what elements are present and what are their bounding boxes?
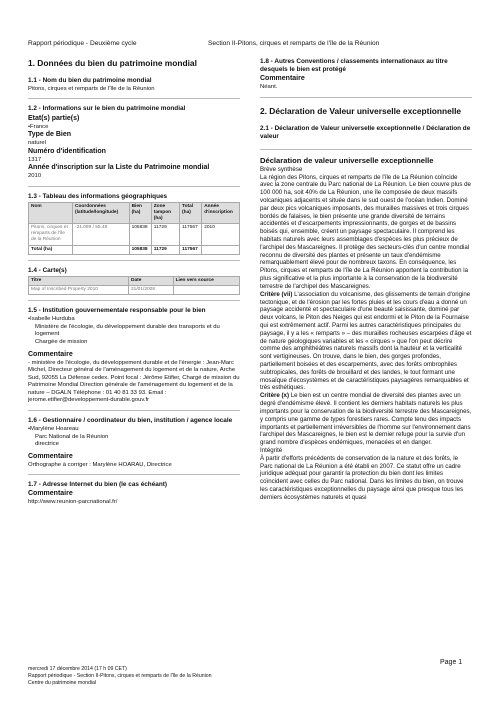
geo-header: Bien (ha) <box>129 202 151 223</box>
geo-cell <box>202 245 240 254</box>
page-number: Page 1 <box>440 659 463 666</box>
heading-1-3: 1.3 - Tableau des informations géographiques <box>28 192 168 200</box>
geo-cell: 11729 <box>151 245 179 254</box>
integrity-label: Intégrité <box>260 446 283 454</box>
label-numero: Numéro d'identification <box>28 147 106 155</box>
web-comment-label: Commentaire <box>28 490 73 498</box>
divider <box>28 98 240 99</box>
heading-1-1: 1.1 - Nom du bien du patrimoine mondial <box>28 76 152 84</box>
geo-cell: Pitons, cirques et remparts de l'île de la Réunion <box>29 224 73 245</box>
right-column <box>260 58 472 502</box>
maps-cell: Map of Inscribed Property 2010 <box>29 286 129 295</box>
heading-1-5: 1.5 - Institution gouvernementale responsable pour le bien <box>28 307 206 315</box>
geo-cell: 105838 <box>129 245 151 254</box>
geo-header: Nom <box>29 202 73 223</box>
gest-comment: Orthographe à corriger : Marylène HOARAU, Directrice <box>28 461 172 468</box>
heading-1-7: 1.7 - Adresse Internet du bien (le cas échéant) <box>28 481 167 489</box>
inst-org: Ministère de l'écologie, du développement durable des transports et du logement <box>35 323 220 338</box>
maps-header: Date <box>129 276 174 285</box>
gest-comment-label: Commentaire <box>28 452 73 460</box>
heading-1-4: 1.4 - Carte(s) <box>28 266 67 274</box>
page-header <box>28 40 476 48</box>
conv-comment-label: Commentaire <box>260 75 305 83</box>
criterion-x <box>260 392 472 447</box>
criterion-vii-text: L'association du volcanisme, des glissements de terrain d'origine tectonique, et de l'érosion par les fortes pluies et les cours d'eau a donné un paysage accidenté et spectaculaire d'une beauté saisissante, dominé par deux volcans, le Piton des Neiges qui est endormi et le Piton de la Fournaise qui est extrêmement actif. Parmi les autres caractéristiques principales du paysage, il y a les « remparts » – des murailles rocheuses escarpées d'âge et de nature géologiques variables et les « cirques » que l'on peut décrire comme des amphithéâtres naturels massifs dont la hauteur et la verticalité sont vertigineuses. On trouve, dans le bien, des gorges profondes, partiellement boisées et des escarpements, avec des forêts ombrophiles subtropicales, des forêts de brouillard et des landes, le tout formant une mosaïque d'écosystèmes et de caractéristiques paysagères remarquables et très esthétiques. <box>260 290 472 392</box>
page-footer <box>28 666 476 687</box>
inst-comment: - ministère de l'écologie, du développement durable et de l'énergie : Jean-Marc Michel, Directeur général de l'aménagement du logement et de la nature, Arche Sud, 92055 La Défense cedex. Point focal : Jérôme Etifier, Chargé de mission du Patrimoine Mondial Direction générale de l'aménagement du logement et de la nature – DGALN Téléphone : 01 40 81 33 93. Email : jerome.etifier@developpement-durable.gouv.fr <box>28 359 240 404</box>
geo-cell: 117567 <box>180 224 202 245</box>
geo-header: Total (ha) <box>180 202 202 223</box>
geo-table <box>28 202 240 255</box>
footer-date: mercredi 17 décembre 2014 (17 h 09 CET) <box>28 666 127 672</box>
divider <box>28 300 240 301</box>
criterion-x-label: Critère (x) <box>260 392 290 400</box>
divider <box>28 260 240 261</box>
inst-comment-label: Commentaire <box>28 350 73 358</box>
heading-1-6: 1.6 - Gestionnaire / coordinateur du bien, institution / agence locale <box>28 416 233 424</box>
header-report-title: Rapport périodique - Deuxième cycle <box>28 40 137 47</box>
geo-header: Année d'inscription <box>202 202 240 223</box>
section-1-title: 1. Données du bien du patrimoine mondial <box>28 58 197 68</box>
heading-1-8: 1.8 - Autres Conventions / classements internationaux au titre desquels le bien est protégé <box>260 58 448 74</box>
property-name: Pitons, cirques et remparts de l'île de la Réunion <box>28 85 155 92</box>
label-etat: Etat(s) partie(s) <box>28 114 80 122</box>
maps-header: Lien vers source <box>173 276 239 285</box>
maps-cell: 31/01/2008 <box>129 286 174 295</box>
geo-header: Coordonnées (latitude/longitude) <box>73 202 130 223</box>
geo-cell: -21.099 / 55.48 <box>73 224 130 245</box>
footer-report: Rapport périodique - Section II-Pitons, cirques et remparts de l'île de la Réunion <box>28 673 212 680</box>
geo-cell: 105838 <box>129 224 151 245</box>
criterion-vii-label: Critère (vii) <box>260 290 293 298</box>
label-annee: Année d'inscription sur la Liste du Patrimoine mondial <box>28 164 210 172</box>
inst-name: •Isabelle Hurduba <box>28 316 75 323</box>
synthesis-subheading: Brève synthèse <box>260 165 303 173</box>
table-row <box>29 286 240 295</box>
criterion-vii <box>260 291 472 393</box>
synthesis-text: La région des Pitons, cirques et remparts de l'île de La Réunion coïncide avec la zone centrale du Parc national de La Réunion. Le bien couvre plus de 100 000 ha, soit 40% de La Réunion, une île composée de deux massifs volcaniques adjacents et située dans le sud ouest de l'océan Indien. Dominé par deux pics volcaniques imposants, des murailles massives et trois cirques bordés de falaises, le bien présente une grande diversité de terrains accidentés et d'escarpements impressionnants, de gorges et de bassins boisés qui, ensemble, créent un paysage spectaculaire. Il comprend les habitats naturels avec leurs assemblages d'espèces les plus précieux de l'archipel des Mascareignes. Il protège des secteurs-clés d'un centre mondial reconnu de diversité des plantes et présente un taux d'endémisme remarquablement élevé pour de nombreux taxons. En conséquence, les Pitons, cirques et remparts de l'île de La Réunion apportent la contribution la plus significative et la plus importante à la conservation de la biodiversité terrestre de l'archipel des Mascareignes. <box>260 173 471 290</box>
criterion-x-text: Le bien est un centre mondial de diversité des plantes avec un degré d'endémisme élevé. Il contient les derniers habitats naturels les plus importants pour la conservation de la biodiversité terrestre des Mascareignes, y compris une gamme de types forestiers rares. Compte tenu des impacts importants et partiellement irréversibles de l'homme sur l'environnement dans l'archipel des Mascareignes, le bien est le dernier refuge pour la survie d'un grand nombre d'espèces endémiques, menacées et en danger. <box>260 392 472 447</box>
divider <box>28 474 240 475</box>
gest-org: Parc National de la Réunion <box>35 433 109 440</box>
geo-cell: 117567 <box>180 245 202 254</box>
divider <box>260 149 472 150</box>
heading-2-1: 2.1 - Déclaration de Valeur universelle exceptionnelle / Déclaration de valeur <box>260 124 471 140</box>
geo-cell <box>73 245 130 254</box>
left-column <box>28 58 240 507</box>
value-etat: •France <box>28 123 49 130</box>
heading-1-2: 1.2 - Informations sur le bien du patrimoine mondial <box>28 105 186 113</box>
maps-cell <box>173 286 239 295</box>
footer-centre: Centre du patrimoine mondial <box>28 680 97 687</box>
maps-header: Titre <box>29 276 129 285</box>
geo-cell: 11729 <box>151 224 179 245</box>
geo-header: Zone tampon (ha) <box>151 202 179 223</box>
gest-name: •Marylène Hoareau <box>28 425 79 432</box>
value-type: naturel <box>28 140 47 147</box>
value-annee: 2010 <box>28 173 42 180</box>
value-numero: 1317 <box>28 156 42 163</box>
divider <box>260 97 472 98</box>
section-2-title: 2. Déclaration de Valeur universelle exceptionnelle <box>260 105 462 116</box>
geo-cell: Total (ha) <box>29 245 73 254</box>
integrity-text: À partir d'efforts précédents de conservation de la nature et des forêts, le Parc national de La Réunion a été établi en 2007. Ce statut offre un cadre juridique adéquat pour garantir la protection du bien dont les limites coïncident avec celles du Parc national. Dans les limites du bien, on trouve les caractéristiques exceptionnelles du paysage ainsi que presque tous les derniers écosystèmes naturels et quasi <box>260 454 464 501</box>
gest-role: directrice <box>35 441 59 448</box>
header-section-title: Section II-Pitons, cirques et remparts de l'île de la Réunion <box>208 40 380 47</box>
conv-value: Néant. <box>260 84 278 91</box>
table-row-total <box>29 245 240 254</box>
geo-cell: 2010 <box>202 224 240 245</box>
declaration-heading: Déclaration de valeur universelle exceptionnelle <box>260 156 434 165</box>
website-link[interactable]: http://www.reunion-parcnational.fr/ <box>28 499 118 506</box>
label-type: Type de Bien <box>28 131 72 139</box>
inst-role: Chargée de mission <box>35 339 88 345</box>
maps-table <box>28 276 240 295</box>
divider <box>28 186 240 187</box>
table-row <box>29 224 240 245</box>
divider <box>28 410 240 411</box>
